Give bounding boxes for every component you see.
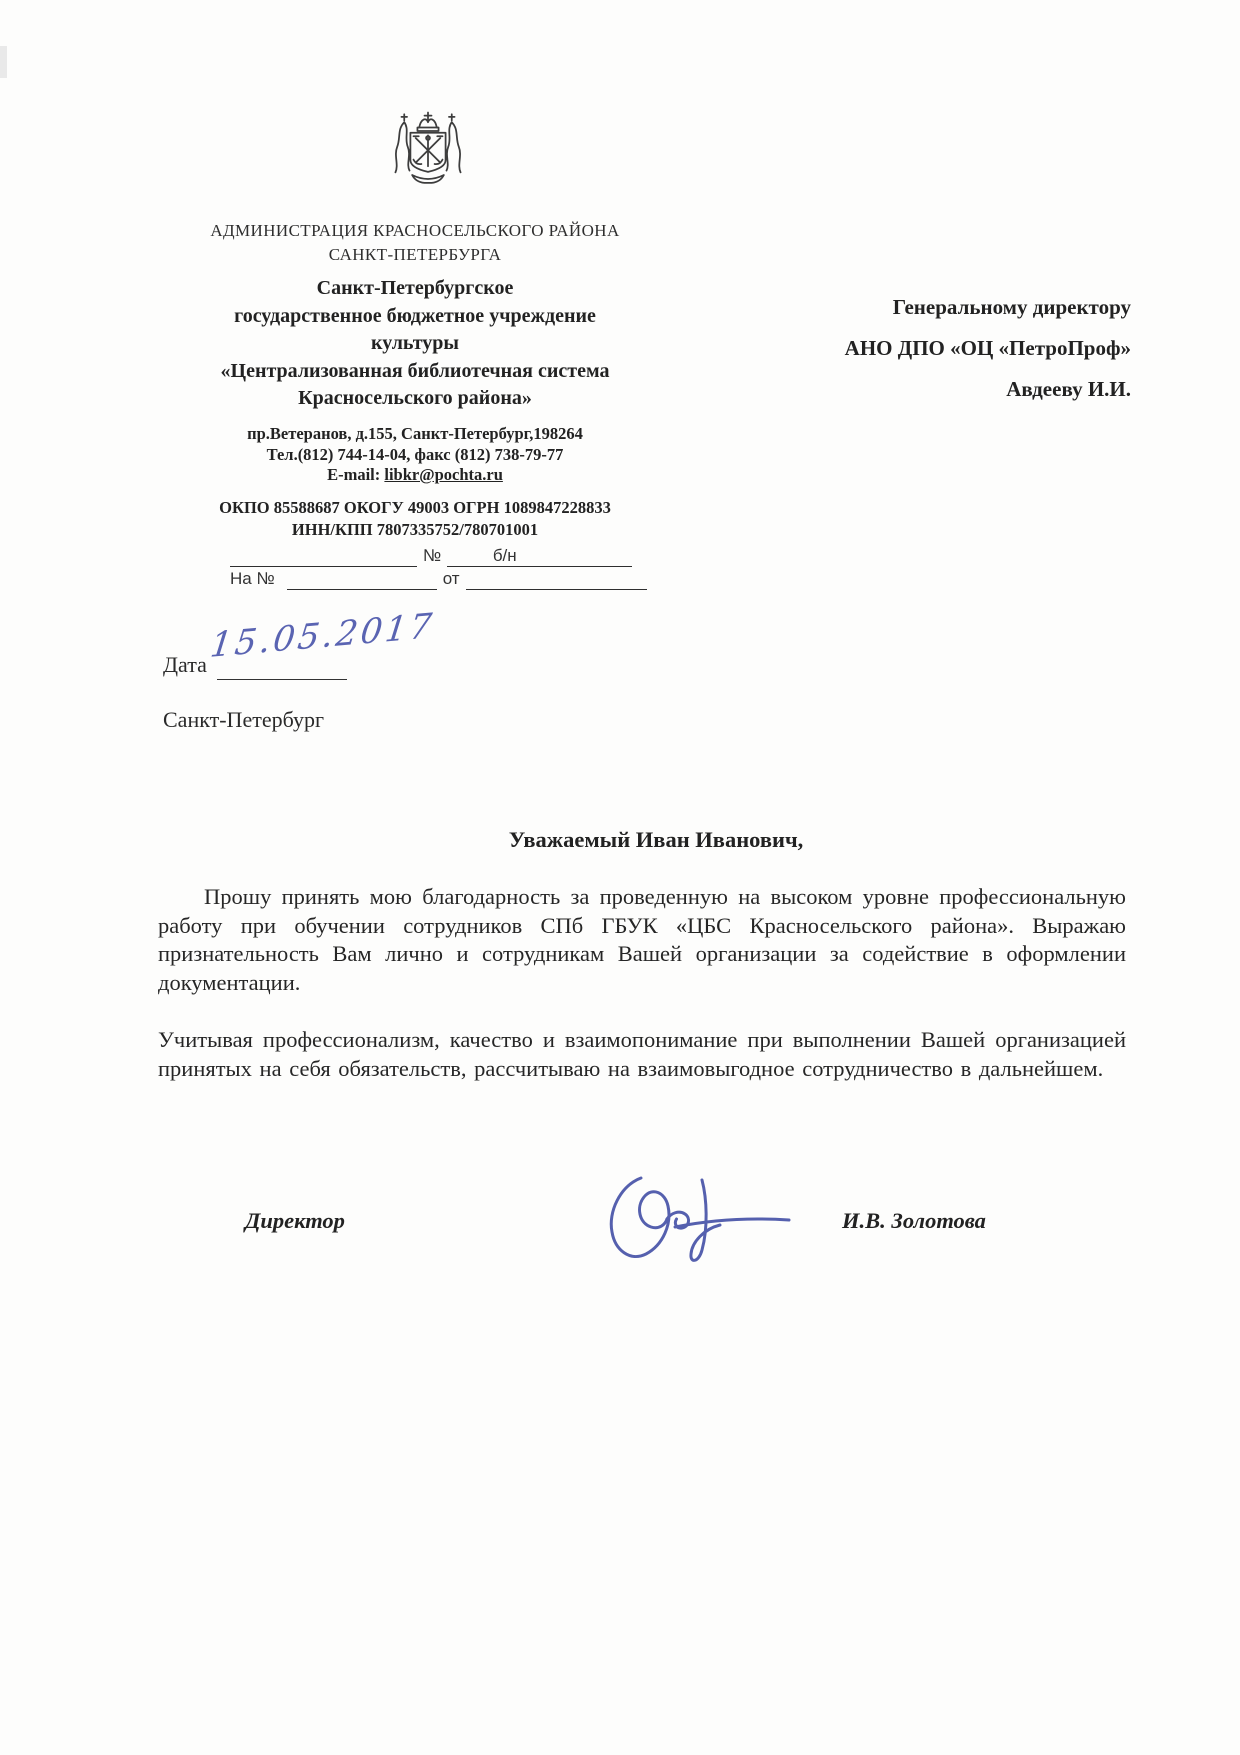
org-requisites-line2: ИНН/КПП 7807335752/780701001	[291, 519, 539, 539]
on-number-label: На №	[230, 569, 275, 588]
body-paragraph-2: Учитывая профессионализм, качество и взаимопонимание при выполнении Вашей организацией принятых на себя обязательств, рассчитываю на взаимовыгодное сотрудничество в дальнейшем.	[158, 1027, 1126, 1081]
sender-org-line: государственное бюджетное учреждение	[234, 304, 596, 327]
org-email: libkr@pochta.ru	[384, 465, 503, 484]
from-label: от	[442, 569, 460, 588]
handwritten-date: 15.05.2017	[208, 605, 437, 666]
ref-number-value: б/н	[447, 545, 632, 567]
city-label: Санкт-Петербург	[163, 707, 324, 732]
reference-lines	[230, 545, 640, 590]
signer-name: И.В. Золотова	[842, 1208, 986, 1233]
number-sign-label: №	[423, 546, 442, 565]
spb-coat-of-arms-icon	[384, 110, 472, 196]
org-phone-fax: Тел.(812) 744-14-04, факс (812) 738-79-77	[266, 444, 564, 464]
sender-org-line: «Централизованная библиотечная система	[220, 359, 610, 382]
sender-org-line: культуры	[370, 332, 460, 354]
body-paragraph-1: Прошу принять мою благодарность за проведенную на высоком уровне профессиональную работу при обучении сотрудников СПб ГБУК «ЦБС Красносельского района». Выражаю признательность Вам лично и сотрудникам Вашей организации за содействие в оформлении документации.	[158, 884, 1126, 995]
ref-from-blank-line	[466, 568, 647, 590]
sender-org-line: Санкт-Петербургское	[316, 277, 514, 299]
admin-header-line2: САНКТ-ПЕТЕРБУРГА	[328, 245, 502, 264]
org-email-label: E-mail:	[327, 465, 381, 484]
addressee-line: Авдееву И.И.	[1006, 377, 1131, 401]
ref-on-number-blank-line	[287, 568, 437, 590]
org-requisites-block	[150, 497, 680, 540]
org-address: пр.Ветеранов, д.155, Санкт-Петербург,198264	[247, 424, 583, 443]
org-contacts-block	[150, 424, 680, 486]
admin-header	[150, 219, 680, 267]
addressee-line: Генеральному директору	[892, 295, 1131, 319]
ref-on-number-row	[230, 568, 640, 590]
sender-org-block	[150, 275, 680, 413]
signer-position: Директор	[245, 1208, 345, 1233]
org-requisites-line1: ОКПО 85588687 ОКОГУ 49003 ОГРН 1089847228833	[219, 498, 611, 517]
scan-edge-artifact	[0, 46, 7, 78]
ref-number-row	[230, 545, 640, 567]
date-label: Дата	[163, 652, 207, 677]
addressee-line: АНО ДПО «ОЦ «ПетроПроф»	[844, 336, 1131, 360]
org-email-row	[150, 465, 680, 486]
admin-header-line1: АДМИНИСТРАЦИЯ КРАСНОСЕЛЬСКОГО РАЙОНА	[210, 221, 620, 240]
signature-ink-icon	[575, 1166, 810, 1271]
addressee-block	[701, 287, 1131, 410]
ref-number-blank-line	[230, 545, 417, 567]
salutation: Уважаемый Иван Иванович,	[508, 827, 804, 852]
sender-org-line: Красносельского района»	[298, 387, 532, 409]
